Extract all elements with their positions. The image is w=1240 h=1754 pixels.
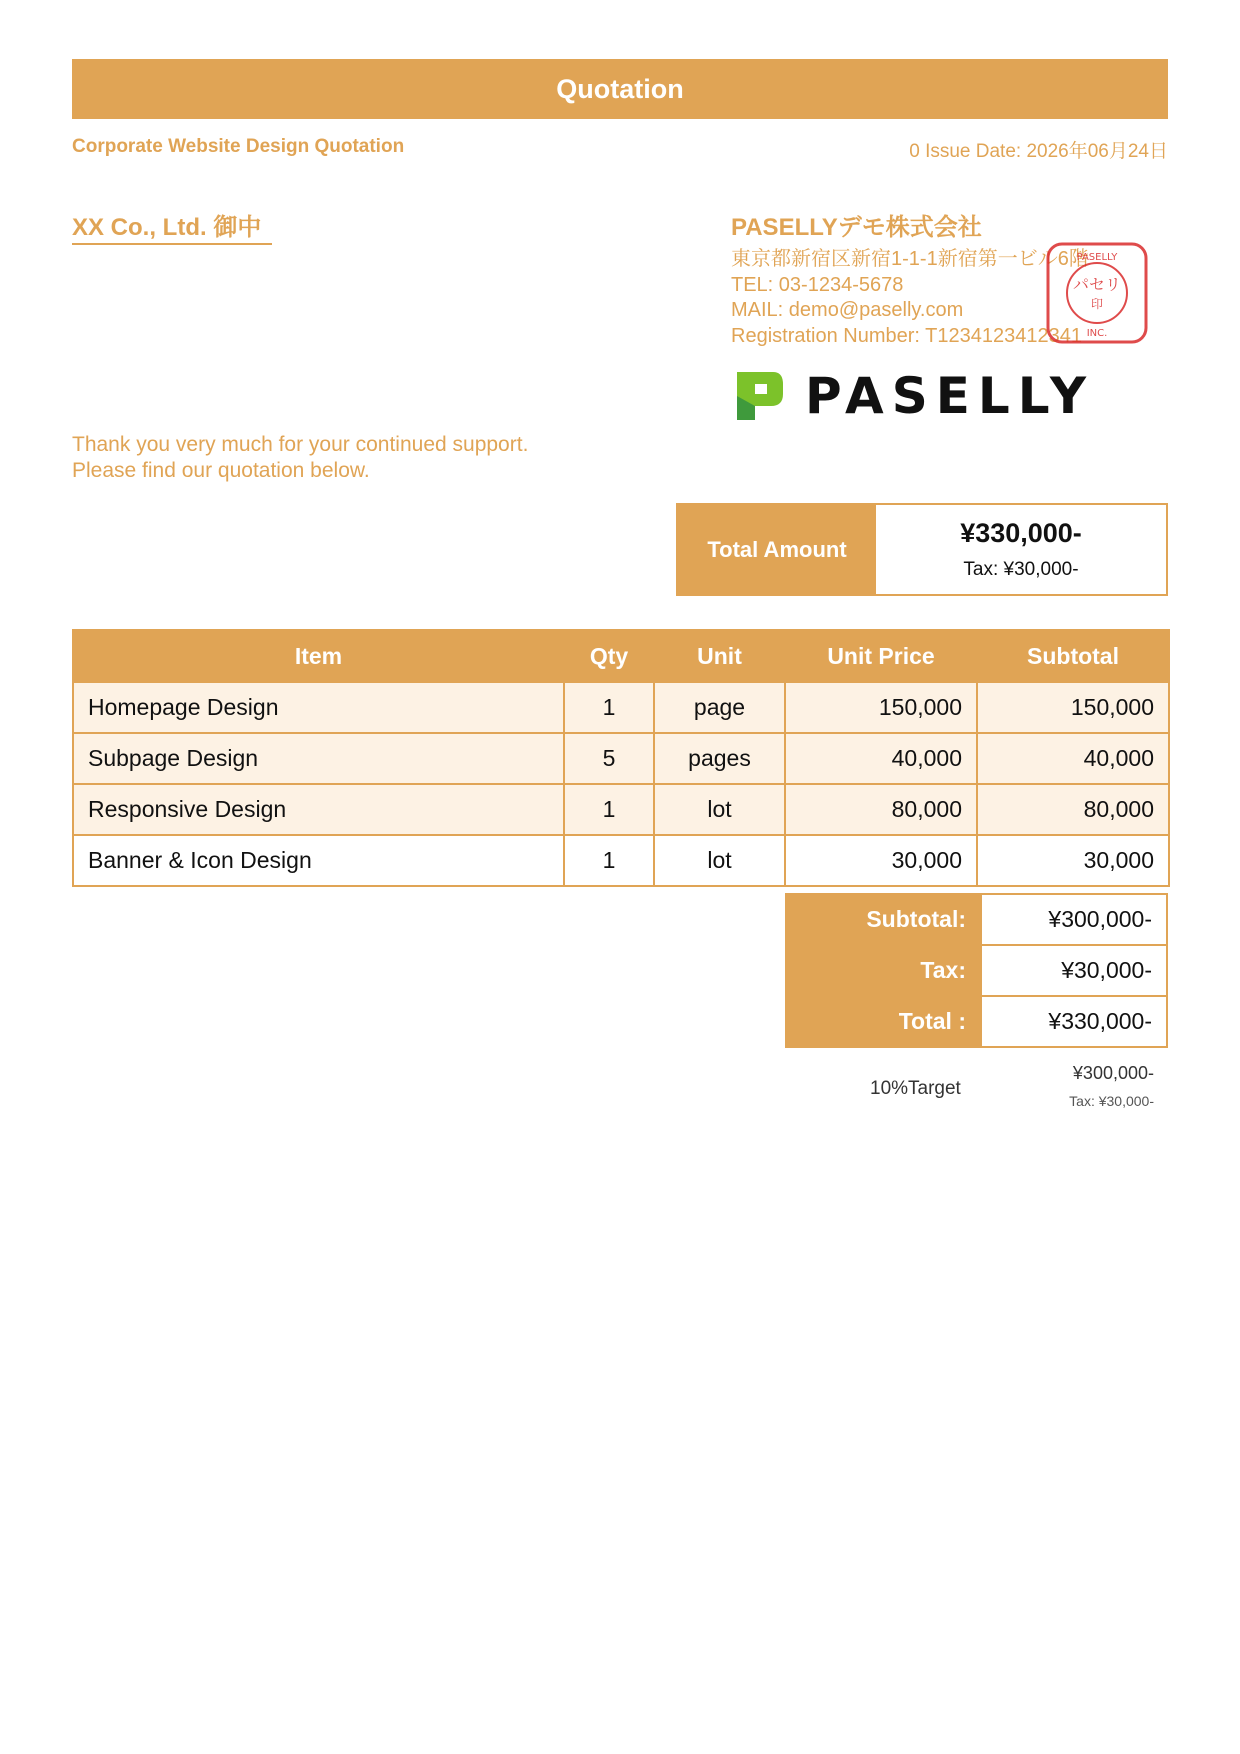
cell-subtotal: 40,000 [977,733,1169,784]
summary-subtotal-value: ¥300,000- [981,894,1167,945]
summary-row-total [786,996,1167,1047]
summary-row-tax [786,945,1167,996]
leaf-logo-icon [731,366,787,426]
greeting-line-1: Thank you very much for your continued support. [72,433,529,456]
items-table [72,629,1170,887]
summary-tax-value: ¥30,000- [981,945,1167,996]
tax-rate-target: 10%Target [870,1078,961,1099]
company-address: 東京都新宿区新宿1-1-1新宿第一ビル6階 [731,248,1089,270]
company-tel: TEL: 03-1234-5678 [731,273,904,296]
summary-tax-label: Tax: [786,945,981,996]
company-mail: MAIL: demo@paselly.com [731,299,964,321]
total-amount-value: ¥330,000- [960,518,1082,548]
client-block [72,214,272,245]
cell-subtotal: 30,000 [977,835,1169,886]
cell-qty: 1 [564,784,654,835]
cell-unit-price: 30,000 [785,835,977,886]
header-unit-price: Unit Price [785,630,977,682]
cell-subtotal: 80,000 [977,784,1169,835]
svg-text:INC.: INC. [1086,328,1108,339]
document-title: Quotation [72,59,1168,119]
summary-row-subtotal [786,894,1167,945]
header-subtotal: Subtotal [977,630,1169,682]
issue-date: 0 Issue Date: 2026年06月24日 [909,141,1168,162]
table-row [73,835,1169,886]
cell-item: Homepage Design [73,682,564,733]
header-item: Item [73,630,564,682]
document-subject: Corporate Website Design Quotation [72,136,405,157]
summary-total-value: ¥330,000- [981,996,1167,1047]
cell-unit-price: 40,000 [785,733,977,784]
cell-unit: pages [654,733,785,784]
greeting-line-2: Please find our quotation below. [72,459,370,482]
cell-unit: lot [654,835,785,886]
table-row [73,733,1169,784]
cell-item: Banner & Icon Design [73,835,564,886]
total-amount-label: Total Amount [678,505,876,594]
cell-qty: 5 [564,733,654,784]
table-row [73,682,1169,733]
svg-text:印: 印 [1090,297,1104,311]
table-row [73,784,1169,835]
cell-item: Responsive Design [73,784,564,835]
summary-table [785,893,1168,1048]
svg-text:PASELLY: PASELLY [1076,252,1118,263]
summary-total-label: Total : [786,996,981,1047]
tax-breakdown-amount: Tax: ¥30,000- [1069,1093,1154,1109]
cell-unit-price: 80,000 [785,784,977,835]
cell-unit: page [654,682,785,733]
cell-unit: lot [654,784,785,835]
table-header-row [73,630,1169,682]
client-name: XX Co., Ltd. 御中 [72,214,262,241]
company-seal-icon [1042,238,1152,348]
company-registration: Registration Number: T1234123412341 [731,324,1082,347]
total-tax-value: Tax: ¥30,000- [963,559,1079,580]
company-logo [731,366,1094,426]
header-unit: Unit [654,630,785,682]
cell-qty: 1 [564,835,654,886]
cell-subtotal: 150,000 [977,682,1169,733]
total-amount-box [676,503,1168,596]
svg-text:パセリ: パセリ [1072,275,1122,294]
summary-subtotal-label: Subtotal: [786,894,981,945]
tax-base-amount: ¥300,000- [1072,1063,1154,1083]
logo-wordmark: PASELLY [805,367,1095,425]
header-qty: Qty [564,630,654,682]
greeting [72,432,528,484]
cell-item: Subpage Design [73,733,564,784]
company-name: PASELLYデモ株式会社 [731,214,982,241]
total-amount-values [876,505,1166,594]
cell-unit-price: 150,000 [785,682,977,733]
cell-qty: 1 [564,682,654,733]
